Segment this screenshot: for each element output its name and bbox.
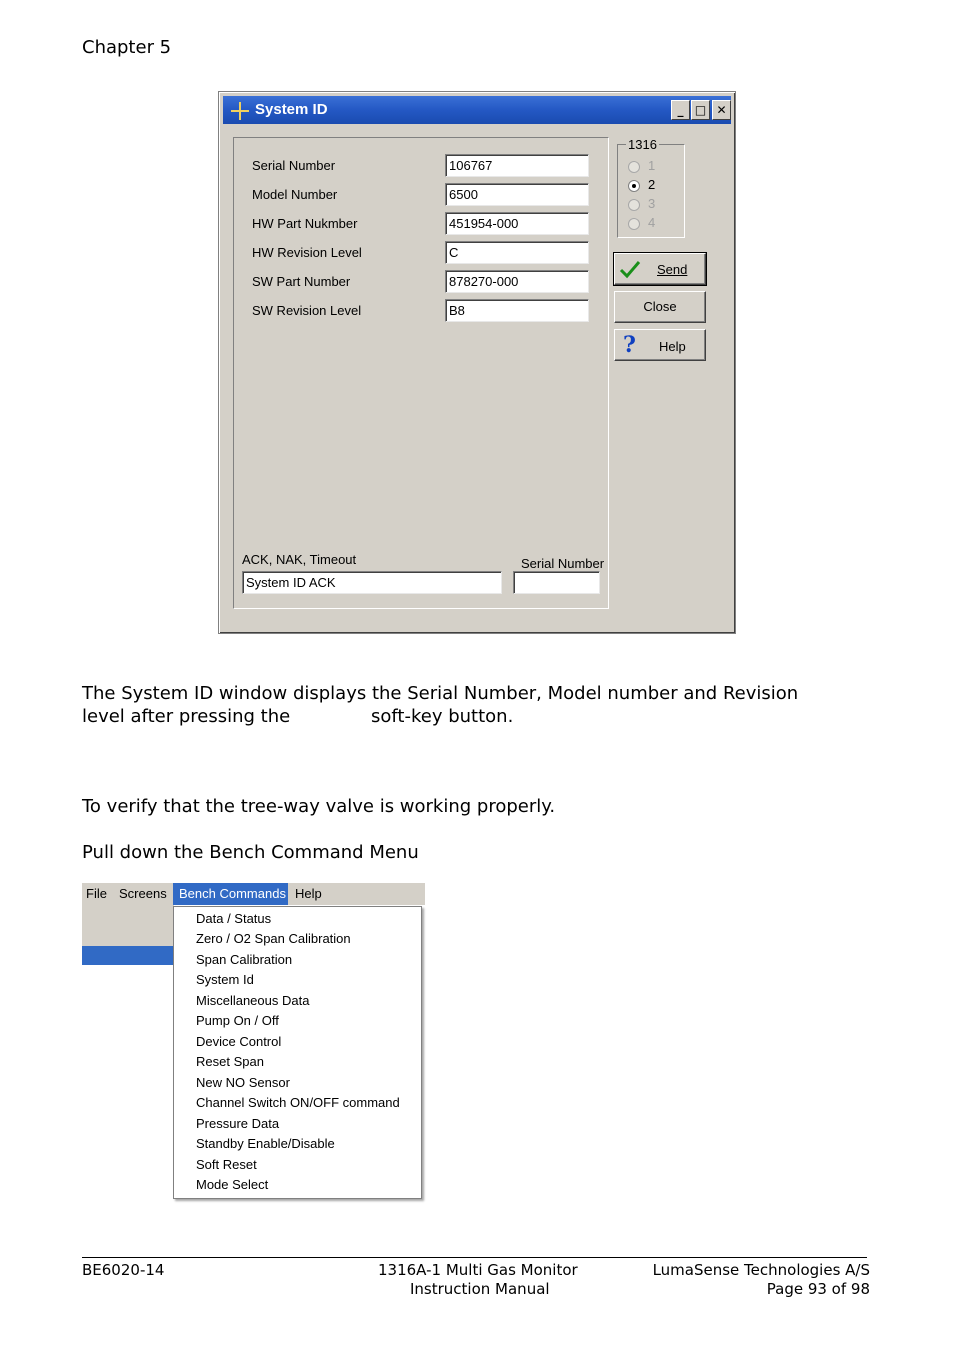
- hw-part-number-label: HW Part Nukmber: [252, 216, 358, 231]
- footer-page-number: Page 93 of 98: [766, 1280, 870, 1298]
- paragraph-1-line-2b: soft-key button.: [371, 706, 514, 727]
- menu-item-pump[interactable]: Pump On / Off: [196, 1013, 279, 1028]
- footer-manual: Instruction Manual: [410, 1280, 550, 1298]
- serial-number-label: Serial Number: [252, 158, 336, 173]
- status-serial-field[interactable]: [513, 571, 600, 594]
- maximize-button[interactable]: □: [691, 100, 710, 120]
- menu-item-zero-o2-span[interactable]: Zero / O2 Span Calibration: [196, 931, 351, 946]
- menu-item-span-calibration[interactable]: Span Calibration: [196, 952, 293, 967]
- menu-help[interactable]: Help: [295, 886, 322, 901]
- menu-item-soft-reset[interactable]: Soft Reset: [196, 1157, 257, 1172]
- menu-file[interactable]: File: [86, 886, 107, 901]
- hw-revision-label: HW Revision Level: [252, 245, 362, 260]
- footer-doc-id: BE6020-14: [82, 1261, 165, 1279]
- footer-company: LumaSense Technologies A/S: [652, 1261, 870, 1279]
- model-number-label: Model Number: [252, 187, 338, 202]
- menu-item-pressure-data[interactable]: Pressure Data: [196, 1116, 280, 1131]
- help-button[interactable]: ? Help: [614, 329, 706, 361]
- sw-part-number-label: SW Part Number: [252, 274, 351, 289]
- sw-part-number-field[interactable]: 878270-000: [445, 270, 589, 293]
- device-radio-group: [617, 137, 685, 238]
- radio-button-selected-icon: [628, 180, 640, 192]
- radio-option-1[interactable]: 1: [628, 158, 655, 176]
- radio-option-4[interactable]: 4: [628, 215, 655, 233]
- model-number-field[interactable]: 6500: [445, 183, 589, 206]
- fields-panel: [233, 137, 609, 609]
- menu-bar: [82, 883, 425, 905]
- paragraph-1-line-1: The System ID window displays the Serial Number, Model number and Revision: [82, 683, 799, 704]
- window-title: System ID: [255, 101, 328, 118]
- chapter-header: Chapter 5: [82, 37, 172, 58]
- menu-item-misc-data[interactable]: Miscellaneous Data: [196, 993, 310, 1008]
- ack-label: ACK, NAK, Timeout: [242, 552, 357, 567]
- serial-number-field[interactable]: 106767: [445, 154, 589, 177]
- menu-item-channel-switch[interactable]: Channel Switch ON/OFF command: [196, 1095, 400, 1110]
- menu-item-new-no-sensor[interactable]: New NO Sensor: [196, 1075, 290, 1090]
- close-button[interactable]: Close: [614, 291, 706, 323]
- system-id-window: [218, 91, 736, 634]
- menu-item-standby[interactable]: Standby Enable/Disable: [196, 1136, 335, 1151]
- paragraph-1-line-2a: level after pressing the: [82, 706, 291, 727]
- menu-bench-commands[interactable]: Bench Commands: [173, 883, 288, 905]
- sw-revision-label: SW Revision Level: [252, 303, 362, 318]
- menu-item-reset-span[interactable]: Reset Span: [196, 1054, 264, 1069]
- minimize-button[interactable]: _: [671, 100, 690, 120]
- app-icon: [231, 102, 249, 120]
- menu-screens[interactable]: Screens: [119, 886, 167, 901]
- footer-divider: [82, 1257, 867, 1258]
- title-bar[interactable]: [223, 96, 731, 124]
- radio-button-icon: [628, 199, 640, 211]
- background-selection-bar: [82, 946, 174, 965]
- status-serial-label: Serial Number: [521, 556, 605, 571]
- footer-product: 1316A-1 Multi Gas Monitor: [378, 1261, 578, 1279]
- radio-group-title: 1316: [628, 137, 657, 152]
- hw-part-number-field[interactable]: 451954-000: [445, 212, 589, 235]
- checkmark-icon: [619, 259, 641, 279]
- paragraph-2: To verify that the tree-way valve is working properly.: [82, 796, 556, 817]
- hw-revision-field[interactable]: C: [445, 241, 589, 264]
- ack-status-field[interactable]: System ID ACK: [242, 571, 502, 594]
- radio-button-icon: [628, 161, 640, 173]
- bench-commands-dropdown: [173, 906, 422, 1199]
- sw-revision-field[interactable]: B8: [445, 299, 589, 322]
- menu-item-mode-select[interactable]: Mode Select: [196, 1177, 269, 1192]
- paragraph-3: Pull down the Bench Command Menu: [82, 842, 419, 863]
- close-window-button[interactable]: ✕: [712, 100, 731, 120]
- radio-option-3[interactable]: 3: [628, 196, 655, 214]
- menu-item-system-id[interactable]: System Id: [196, 972, 254, 987]
- radio-button-icon: [628, 218, 640, 230]
- radio-option-2[interactable]: 2: [628, 177, 655, 195]
- menu-item-device-control[interactable]: Device Control: [196, 1034, 282, 1049]
- help-icon: ?: [623, 332, 636, 358]
- menu-item-data-status[interactable]: Data / Status: [196, 911, 272, 926]
- send-button[interactable]: Send: [614, 253, 706, 285]
